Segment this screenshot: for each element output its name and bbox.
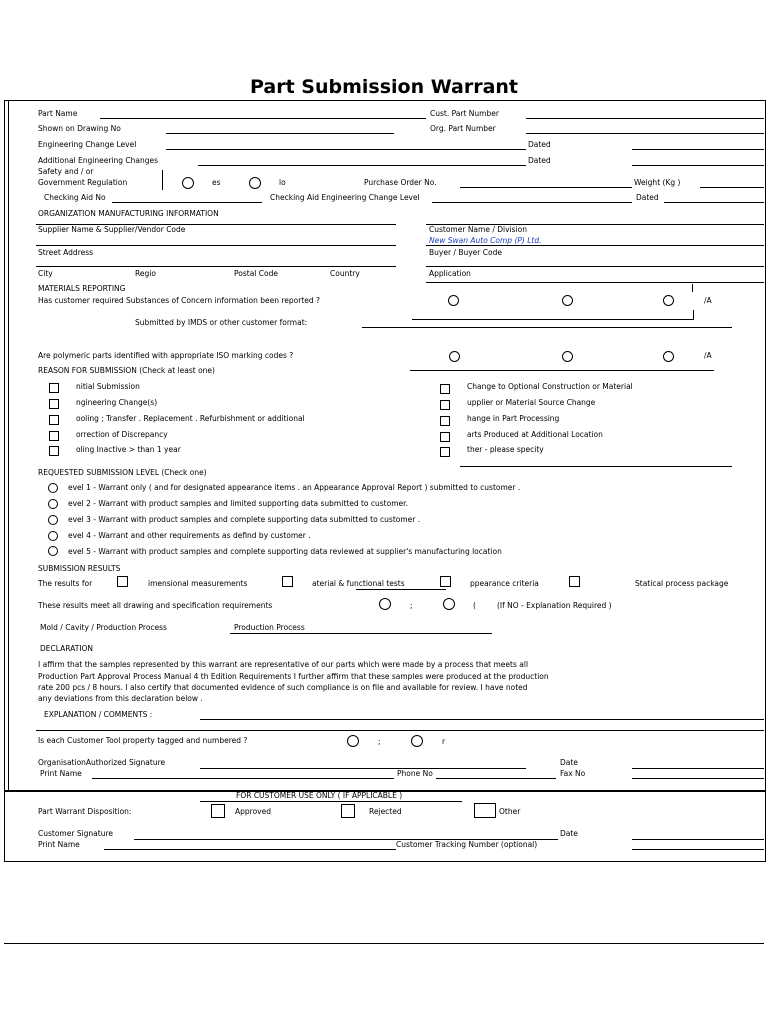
safety-label: Safety and / or [38,167,94,176]
reason-label-tooling: ooling ; Transfer . Replacement . Refurbishment or additional [76,414,305,423]
disposition-label: Part Warrant Disposition: [38,807,132,816]
org-signature-field[interactable] [200,768,526,769]
results-material-label: aterial & functional tests [312,579,405,588]
tool-tagged-yes-radio[interactable] [347,735,359,747]
gov-regulation-yes-label: es [212,178,221,187]
cust-part-number-label: Cust. Part Number [430,109,499,118]
reason-checkbox-initial[interactable] [49,383,59,393]
materials-q1-yes-radio[interactable] [448,295,459,306]
results-material-checkbox[interactable] [282,576,293,587]
eng-change-level-field[interactable] [166,149,526,150]
org-print-name-field[interactable] [92,778,394,779]
part-name-label: Part Name [38,109,78,118]
page-bottom-rule [4,943,764,944]
materials-marker [692,284,693,292]
materials-q2-rule [410,370,714,371]
fax-field[interactable] [632,778,764,779]
additional-eng-changes-label: Additional Engineering Changes [38,156,159,165]
explanation-field-2[interactable] [36,730,764,731]
customer-use-heading-rule [200,801,462,802]
reason-label-initial: nitial Submission [76,382,140,391]
weight-label: Weight (Kg ) [634,178,681,187]
declaration-line-1: I affirm that the samples represented by this warrant are representative of our parts which were made by a process that meets all [38,660,529,669]
other-label: Other [499,807,521,816]
results-heading: SUBMISSION RESULTS [38,564,121,573]
level-2-radio[interactable] [48,499,58,509]
org-info-heading: ORGANIZATION MANUFACTURING INFORMATION [38,209,219,218]
postal-code-label: Postal Code [234,269,278,278]
phone-label: Phone No [397,769,433,778]
materials-q2-na-radio[interactable] [663,351,674,362]
results-statistical-checkbox[interactable] [569,576,580,587]
region-label: Regio [135,269,156,278]
results-for-label: The results for [38,579,93,588]
customer-date-label: Date [560,829,578,838]
dated-label-2: Dated [528,156,551,165]
reason-label-other: ther - please specity [467,445,544,454]
level-5-label: evel 5 - Warrant with product samples and complete supporting data reviewed at supplier's manufacturing location [68,547,502,556]
country-label: Country [330,269,360,278]
gov-regulation-separator [162,170,163,190]
page-title: Part Submission Warrant [249,76,519,98]
tool-tagged-yes-mark: ; [378,737,381,746]
fax-label: Fax No [560,769,586,778]
supplier-name-label: Supplier Name & Supplier/Vendor Code [38,225,186,234]
reason-label-optional-construction: Change to Optional Construction or Material [467,382,633,391]
declaration-line-3: rate 200 pcs / 8 hours. I also certify that documented evidence of such compliance is on file and available for review. I have noted [38,683,528,692]
street-address-label: Street Address [38,248,94,257]
reason-checkbox-eng-change[interactable] [49,399,59,409]
reason-label-supplier-change: upplier or Material Source Change [467,398,596,407]
checking-aid-no-field[interactable] [112,202,262,203]
application-field[interactable] [426,282,764,283]
dated-label-1: Dated [528,140,551,149]
org-print-name-label: Print Name [40,769,82,778]
submitted-by-label: Submitted by IMDS or other customer format: [135,318,308,327]
customer-date-field[interactable] [632,839,764,840]
level-1-radio[interactable] [48,483,58,493]
part-name-field[interactable] [100,118,426,119]
materials-q1-rule-end [693,310,694,319]
form-left-inner-border [8,100,9,790]
gov-regulation-no-radio[interactable] [249,177,261,189]
gov-regulation-label: Government Regulation [38,178,128,187]
reason-other-field[interactable] [460,466,732,467]
org-part-number-field[interactable] [526,133,764,134]
materials-q2-yes-radio[interactable] [449,351,460,362]
meet-requirements-yes-radio[interactable] [379,598,391,610]
eng-change-level-label: Engineering Change Level [38,140,137,149]
meet-requirements-yes-mark: ; [410,601,413,610]
weight-field[interactable] [700,187,764,188]
declaration-line-2: Production Part Approval Process Manual 4 th Edition Requirements I further affirm that these samples were produced at the production [38,672,549,681]
reason-checkbox-tooling[interactable] [49,415,59,425]
declaration-line-4: any deviations from this declaration below . [38,694,203,703]
org-part-number-label: Org. Part Number [430,124,496,133]
level-heading: REQUESTED SUBMISSION LEVEL (Check one) [38,468,207,477]
rejected-checkbox[interactable] [341,804,355,818]
materials-q1-na-label: /A [704,296,712,305]
results-dimensional-checkbox[interactable] [117,576,128,587]
customer-name-value[interactable]: New Swan Auto Comp (P) Ltd. [429,236,542,245]
level-4-label: evel 4 - Warrant and other requirements as defind by customer . [68,531,311,540]
buyer-code-label: Buyer / Buyer Code [429,248,502,257]
customer-print-name-field[interactable] [104,849,396,850]
customer-name-label: Customer Name / Division [429,225,527,234]
level-3-label: evel 3 - Warrant with product samples and complete supporting data submitted to customer . [68,515,421,524]
level-2-label: evel 2 - Warrant with product samples and limited supporting data submitted to customer. [68,499,408,508]
tool-tagged-label: Is each Customer Tool property tagged and numbered ? [38,736,248,745]
reason-checkbox-tooling-inactive[interactable] [49,446,59,456]
customer-use-heading: FOR CUSTOMER USE ONLY ( IF APPLICABLE ) [236,791,403,800]
customer-signature-label: Customer Signature [38,829,113,838]
materials-q1: Has customer required Substances of Concern information been reported ? [38,296,321,305]
materials-q2-na-label: /A [704,351,712,360]
org-signature-label: OrganisationAuthorized Signature [38,758,166,767]
additional-eng-changes-field[interactable] [198,165,526,166]
materials-q1-no-radio[interactable] [562,295,573,306]
level-4-radio[interactable] [48,531,58,541]
production-process-value[interactable]: Production Process [234,623,305,632]
reason-label-eng-change: ngineering Change(s) [76,398,158,407]
checking-aid-eng-field[interactable] [432,202,632,203]
reason-label-correction: orrection of Discrepancy [76,430,168,439]
approved-label: Approved [235,807,271,816]
reason-heading: REASON FOR SUBMISSION (Check at least one) [38,366,215,375]
supplier-name-field[interactable] [36,245,396,246]
results-material-rule [356,589,446,590]
explanation-field[interactable] [200,719,764,720]
meet-requirements-no-mark: ( [473,601,476,610]
org-date-label: Date [560,758,578,767]
customer-print-name-label: Print Name [38,840,80,849]
results-appearance-checkbox[interactable] [440,576,451,587]
customer-name-field [426,245,764,246]
approved-checkbox[interactable] [211,804,225,818]
meet-requirements-no-radio[interactable] [443,598,455,610]
reason-label-tooling-inactive: oling Inactive > than 1 year [76,445,181,454]
drawing-no-label: Shown on Drawing No [38,124,121,133]
materials-q2: Are polymeric parts identified with appropriate ISO marking codes ? [38,351,294,360]
reason-checkbox-other[interactable] [440,447,450,457]
level-1-label: evel 1 - Warrant only ( and for designated appearance items . an Appearance Approval Report ) submitted to customer . [68,483,521,492]
mold-process-label: Mold / Cavity / Production Process [40,623,167,632]
tool-tagged-no-radio[interactable] [411,735,423,747]
dated-field-1[interactable] [632,149,764,150]
checking-aid-no-label: Checking Aid No [44,193,106,202]
reason-label-additional-location: arts Produced at Additional Location [467,430,603,439]
purchase-order-label: Purchase Order No. [364,178,437,187]
materials-q1-rule [412,319,694,320]
level-3-radio[interactable] [48,515,58,525]
buyer-code-field[interactable] [426,266,764,267]
reason-label-part-processing: hange in Part Processing [467,414,560,423]
reason-checkbox-optional-construction[interactable] [440,384,450,394]
reason-checkbox-supplier-change[interactable] [440,400,450,410]
level-5-radio[interactable] [48,546,58,556]
production-process-field[interactable] [230,633,492,634]
results-appearance-label: ppearance criteria [470,579,539,588]
submitted-by-field[interactable] [362,327,732,328]
materials-q2-no-radio[interactable] [562,351,573,362]
cust-part-number-field[interactable] [526,118,764,119]
checking-aid-eng-label: Checking Aid Engineering Change Level [270,193,420,202]
gov-regulation-no-label: lo [279,178,286,187]
results-statistical-label: Statical process package [635,579,729,588]
dated-label-3: Dated [636,193,659,202]
meet-requirements-label: These results meet all drawing and specification requirements [38,601,273,610]
tracking-label: Customer Tracking Number (optional) [396,840,538,849]
application-label: Application [429,269,471,278]
materials-heading: MATERIALS REPORTING [38,284,126,293]
other-checkbox[interactable] [474,803,496,818]
reason-checkbox-additional-location[interactable] [440,432,450,442]
materials-q1-na-radio[interactable] [663,295,674,306]
explanation-label: EXPLANATION / COMMENTS : [44,710,153,719]
dated-field-3[interactable] [664,202,764,203]
rejected-label: Rejected [369,807,402,816]
tracking-field[interactable] [632,849,764,850]
gov-regulation-yes-radio[interactable] [182,177,194,189]
tool-tagged-no-mark: r [442,737,446,746]
phone-field[interactable] [436,778,556,779]
dated-field-2[interactable] [632,165,764,166]
city-label: City [38,269,53,278]
reason-checkbox-correction[interactable] [49,431,59,441]
declaration-heading: DECLARATION [40,644,93,653]
reason-checkbox-part-processing[interactable] [440,416,450,426]
results-dimensional-label: imensional measurements [148,579,248,588]
drawing-no-field[interactable] [166,133,394,134]
street-address-field[interactable] [36,266,396,267]
org-date-field[interactable] [632,768,764,769]
if-no-label: (If NO - Explanation Required ) [497,601,612,610]
purchase-order-field[interactable] [460,187,632,188]
